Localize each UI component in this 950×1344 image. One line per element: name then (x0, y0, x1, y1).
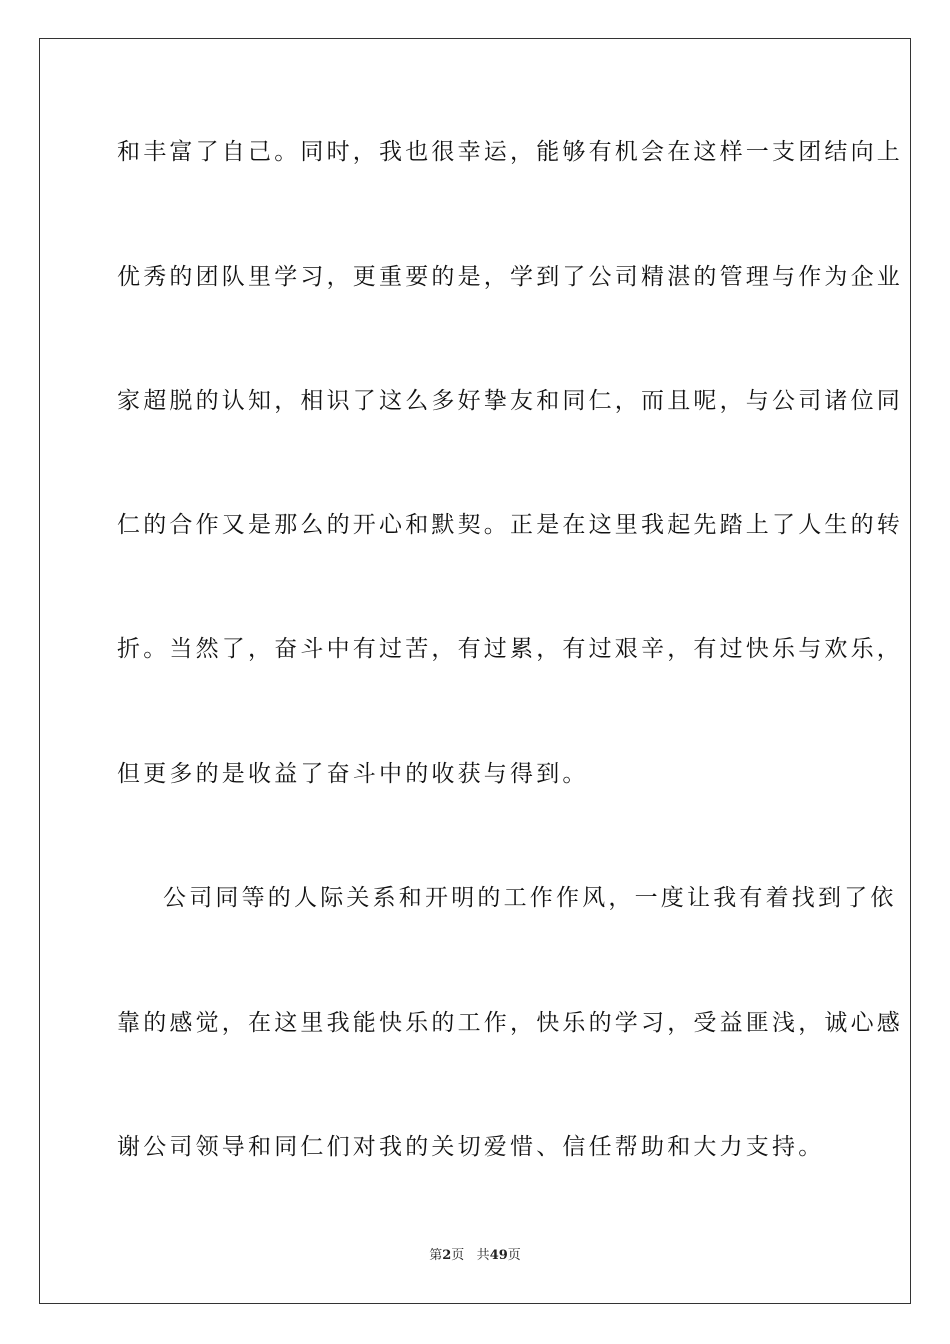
paragraph-2-line-1: 公司同等的人际关系和开明的工作作风，一度让我有着找到了依 (163, 885, 897, 911)
page-label-prefix: 第 (429, 1248, 443, 1263)
paragraph-1-line-4: 仁的合作又是那么的开心和默契。正是在这里我起先踏上了人生的转 (117, 512, 903, 538)
total-pages: 49 (489, 1248, 508, 1263)
page-footer (0, 1247, 950, 1265)
paragraph-1-line-6: 但更多的是收益了奋斗中的收获与得到。 (117, 761, 589, 787)
paragraph-1-line-2: 优秀的团队里学习，更重要的是，学到了公司精湛的管理与作为企业 (117, 264, 903, 290)
total-label-prefix: 共 (476, 1248, 490, 1263)
page-border (39, 38, 911, 1304)
paragraph-1-line-5: 折。当然了，奋斗中有过苦，有过累，有过艰辛，有过快乐与欢乐， (117, 636, 903, 662)
paragraph-2-line-2: 靠的感觉，在这里我能快乐的工作，快乐的学习，受益匪浅，诚心感 (117, 1010, 903, 1036)
page-number: 2 (442, 1248, 452, 1263)
paragraph-1-line-1: 和丰富了自己。同时，我也很幸运，能够有机会在这样一支团结向上 (117, 139, 903, 165)
paragraph-1-line-3: 家超脱的认知，相识了这么多好挚友和同仁，而且呢，与公司诸位同 (117, 388, 903, 414)
page-label-suffix: 页 (451, 1248, 465, 1263)
total-label-suffix: 页 (507, 1248, 521, 1263)
paragraph-2-line-3: 谢公司领导和同仁们对我的关切爱惜、信任帮助和大力支持。 (117, 1134, 825, 1160)
